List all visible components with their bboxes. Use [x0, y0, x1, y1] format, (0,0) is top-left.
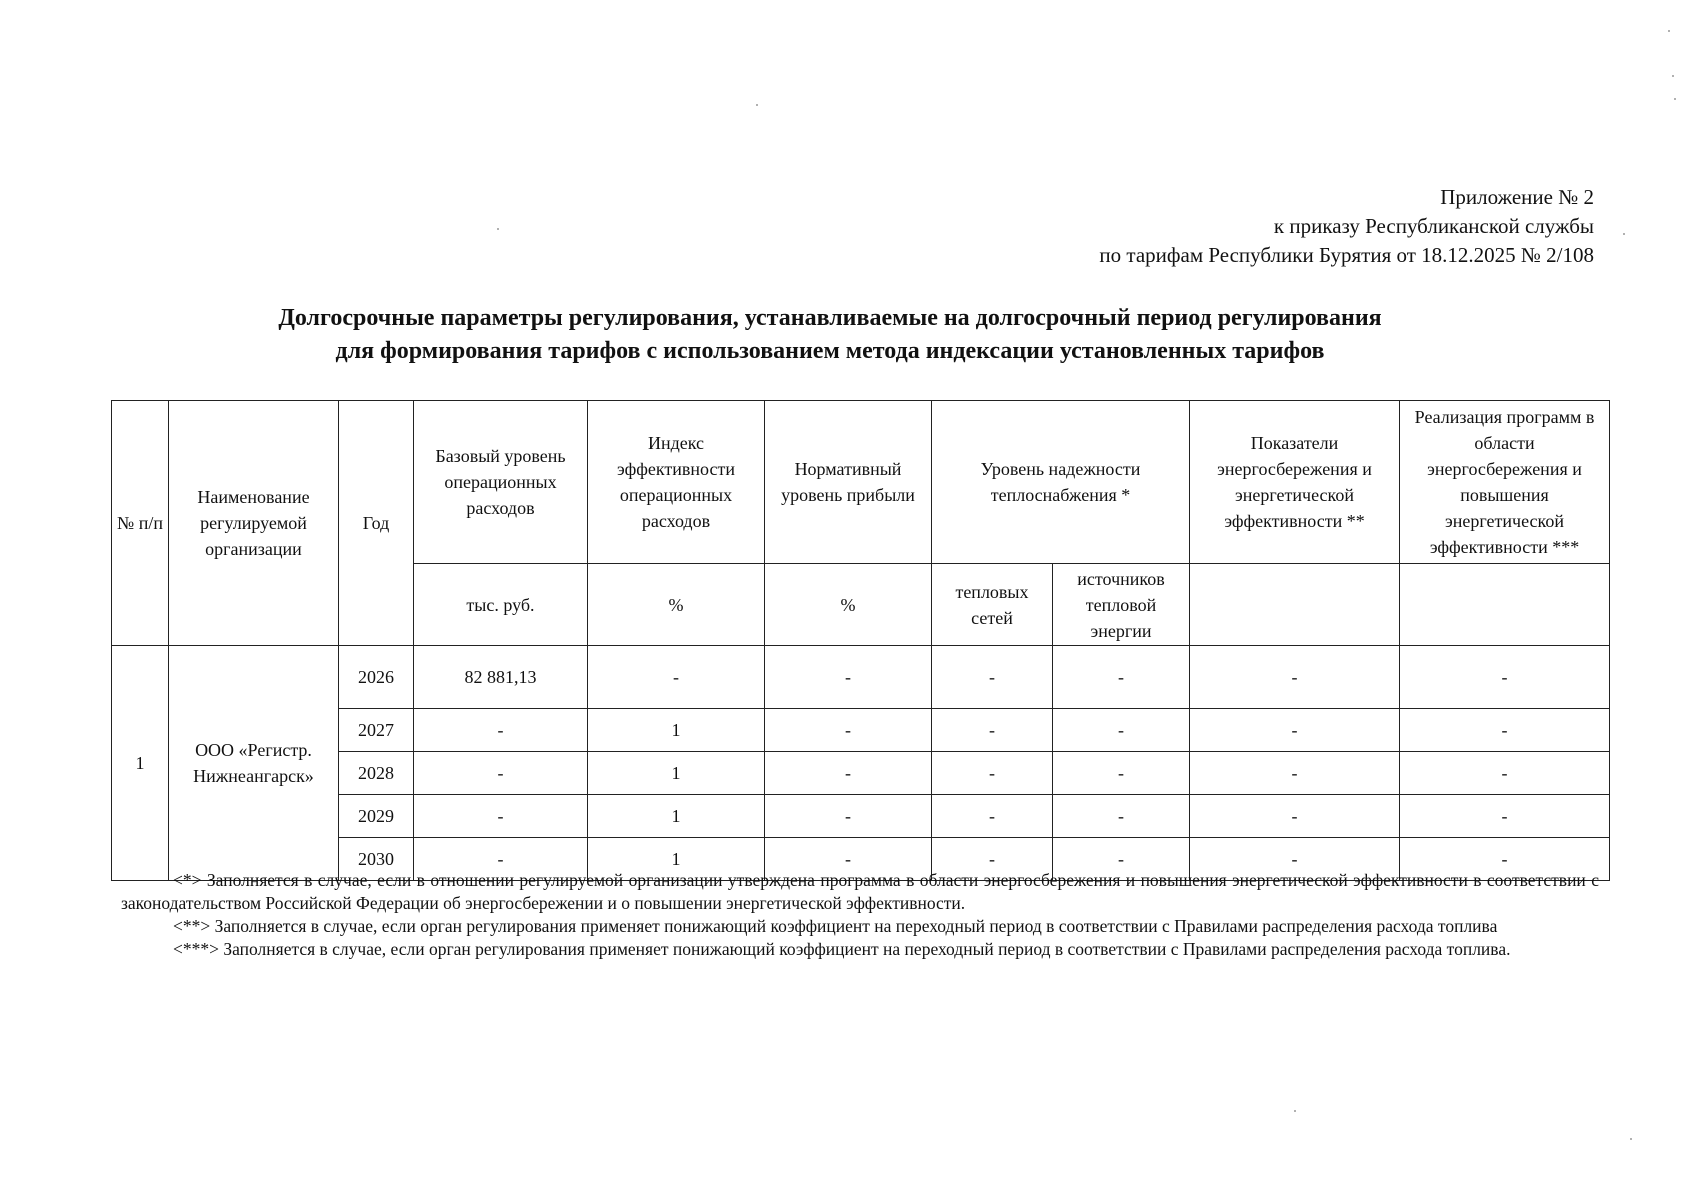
cell-networks: -	[932, 646, 1053, 709]
cell-base: -	[414, 795, 588, 838]
cell-sources: -	[1053, 795, 1190, 838]
header-profit-level: Нормативный уровень прибыли	[765, 401, 932, 564]
cell-index: 1	[588, 752, 765, 795]
org-number: 1	[112, 646, 169, 881]
cell-networks: -	[932, 795, 1053, 838]
cell-base: -	[414, 752, 588, 795]
unit-energy-empty	[1190, 564, 1400, 646]
header-org: Наименование регулируемой организации	[169, 401, 339, 646]
cell-energy: -	[1190, 646, 1400, 709]
header-reliability: Уровень надежности теплоснабжения *	[932, 401, 1190, 564]
scan-speck	[497, 228, 499, 230]
cell-sources: -	[1053, 709, 1190, 752]
unit-sources: источников тепловой энергии	[1053, 564, 1190, 646]
cell-year: 2026	[339, 646, 414, 709]
cell-programs: -	[1400, 838, 1610, 881]
cell-profit: -	[765, 709, 932, 752]
scan-speck	[756, 104, 758, 106]
scan-speck	[1630, 1138, 1632, 1140]
appendix-line-2: к приказу Республиканской службы	[1273, 214, 1594, 238]
cell-profit: -	[765, 838, 932, 881]
appendix-header	[1099, 183, 1594, 270]
appendix-line-3: по тарифам Республики Бурятия от 18.12.2025 № 2/108	[1099, 243, 1594, 267]
cell-year: 2030	[339, 838, 414, 881]
document-title	[100, 302, 1560, 368]
header-energy-indicators: Показатели энергосбережения и энергетической эффективности **	[1190, 401, 1400, 564]
footnote-2: <**> Заполняется в случае, если орган регулирования применяет понижающий коэффициент на переходный период в соответствии с Правилами распределения расхода топлива	[173, 916, 1498, 936]
scan-speck	[1623, 233, 1625, 235]
scan-speck	[1668, 30, 1670, 32]
parameters-table	[111, 400, 1610, 881]
footnote-1: <*> Заполняется в случае, если в отношении регулируемой организации утверждена программа в области энергосбережения и повышения энергетической эффективности в соответствии с законодательством Российской Федерации об энергосбережении и о повышении энергетической эффективности.	[121, 870, 1599, 913]
header-programs: Реализация программ в области энергосбережения и повышения энергетической эффективности ***	[1400, 401, 1610, 564]
header-row	[112, 401, 1610, 564]
header-year: Год	[339, 401, 414, 646]
unit-base: тыс. руб.	[414, 564, 588, 646]
cell-programs: -	[1400, 795, 1610, 838]
cell-index: 1	[588, 838, 765, 881]
footnote-3: <***> Заполняется в случае, если орган регулирования применяет понижающий коэффициент на переходный период в соответствии с Правилами распределения расхода топлива.	[173, 939, 1511, 959]
scan-speck	[1294, 1110, 1296, 1112]
cell-energy: -	[1190, 795, 1400, 838]
cell-index: 1	[588, 709, 765, 752]
cell-profit: -	[765, 752, 932, 795]
cell-networks: -	[932, 752, 1053, 795]
footnotes	[121, 869, 1599, 961]
cell-programs: -	[1400, 752, 1610, 795]
cell-programs: -	[1400, 709, 1610, 752]
scan-speck	[1674, 98, 1676, 100]
cell-energy: -	[1190, 838, 1400, 881]
cell-year: 2029	[339, 795, 414, 838]
cell-year: 2027	[339, 709, 414, 752]
appendix-line-1: Приложение № 2	[1440, 185, 1594, 209]
scan-speck	[1672, 75, 1674, 77]
cell-base: 82 881,13	[414, 646, 588, 709]
header-base-opex: Базовый уровень операционных расходов	[414, 401, 588, 564]
cell-profit: -	[765, 795, 932, 838]
unit-programs-empty	[1400, 564, 1610, 646]
cell-profit: -	[765, 646, 932, 709]
cell-base: -	[414, 838, 588, 881]
cell-networks: -	[932, 838, 1053, 881]
cell-energy: -	[1190, 752, 1400, 795]
org-name: ООО «Регистр. Нижнеангарск»	[169, 646, 339, 881]
title-line-2: для формирования тарифов с использованием метода индексации установленных тарифов	[335, 338, 1325, 364]
unit-networks: тепловых сетей	[932, 564, 1053, 646]
cell-index: -	[588, 646, 765, 709]
cell-base: -	[414, 709, 588, 752]
cell-sources: -	[1053, 752, 1190, 795]
cell-sources: -	[1053, 838, 1190, 881]
cell-programs: -	[1400, 646, 1610, 709]
header-num: № п/п	[112, 401, 169, 646]
title-line-1: Долгосрочные параметры регулирования, устанавливаемые на долгосрочный период регулирования	[278, 305, 1382, 331]
cell-networks: -	[932, 709, 1053, 752]
cell-year: 2028	[339, 752, 414, 795]
cell-index: 1	[588, 795, 765, 838]
unit-index: %	[588, 564, 765, 646]
table-row	[112, 646, 1610, 709]
unit-profit: %	[765, 564, 932, 646]
cell-energy: -	[1190, 709, 1400, 752]
cell-sources: -	[1053, 646, 1190, 709]
header-efficiency-index: Индекс эффективности операционных расходов	[588, 401, 765, 564]
